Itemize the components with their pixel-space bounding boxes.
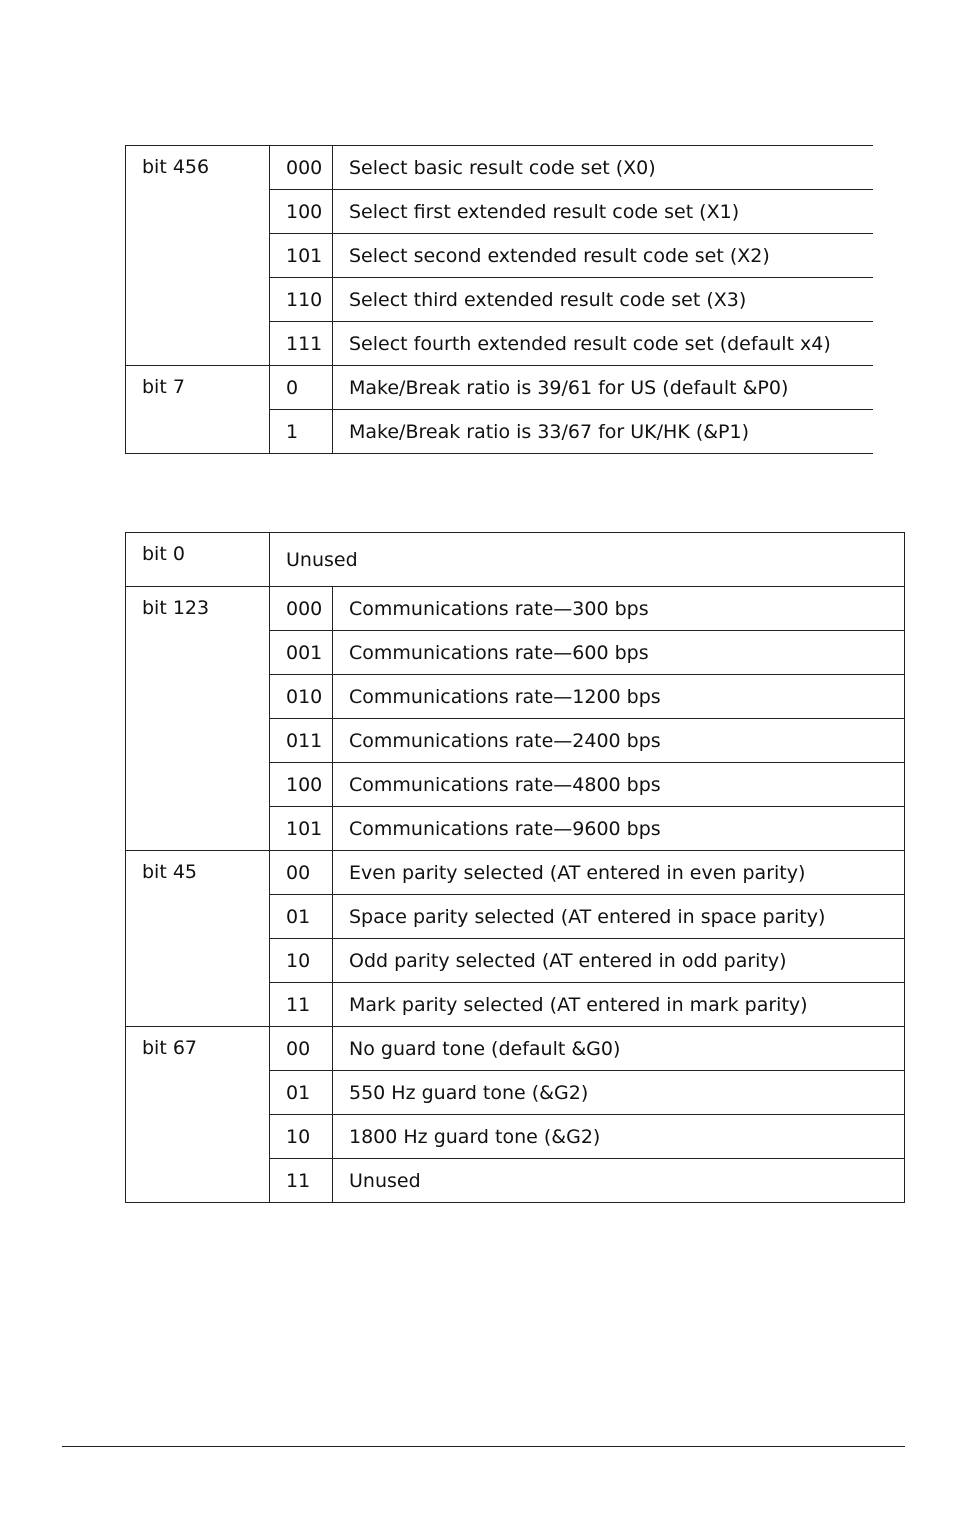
bit-description: Communications rate—9600 bps: [333, 807, 905, 851]
bit-description: Mark parity selected (AT entered in mark parity): [333, 983, 905, 1027]
bit-description: Select third extended result code set (X3): [333, 278, 874, 322]
table-row: [126, 146, 874, 190]
bit-value: 01: [270, 895, 333, 939]
bit-description: 1800 Hz guard tone (&G2): [333, 1115, 905, 1159]
bit-field-label: bit 0: [126, 533, 270, 587]
bit-value: 11: [270, 1159, 333, 1203]
bit-description: Select second extended result code set (X2): [333, 234, 874, 278]
bit-value: 01: [270, 1071, 333, 1115]
bit-description: Unused: [270, 533, 905, 587]
bit-description: Make/Break ratio is 39/61 for US (default &P0): [333, 366, 874, 410]
bit-description: 550 Hz guard tone (&G2): [333, 1071, 905, 1115]
communications-register-table: [125, 532, 905, 1203]
bit-value: 000: [270, 146, 333, 190]
bit-description: Space parity selected (AT entered in space parity): [333, 895, 905, 939]
bit-description: Communications rate—600 bps: [333, 631, 905, 675]
bit-description: Select basic result code set (X0): [333, 146, 874, 190]
bit-description: Make/Break ratio is 33/67 for UK/HK (&P1): [333, 410, 874, 454]
result-code-register-table: [125, 145, 873, 454]
bit-value: 11: [270, 983, 333, 1027]
bit-description: Select fourth extended result code set (default x4): [333, 322, 874, 366]
bit-field-label: bit 123: [126, 587, 270, 851]
bit-value: 000: [270, 587, 333, 631]
bit-description: Even parity selected (AT entered in even parity): [333, 851, 905, 895]
bit-description: Unused: [333, 1159, 905, 1203]
bit-value: 101: [270, 234, 333, 278]
bit-value: 011: [270, 719, 333, 763]
bit-value: 00: [270, 1027, 333, 1071]
bit-value: 00: [270, 851, 333, 895]
bit-description: Odd parity selected (AT entered in odd parity): [333, 939, 905, 983]
footer-rule: [62, 1446, 905, 1447]
table-row: [126, 851, 905, 895]
bit-description: Select first extended result code set (X1): [333, 190, 874, 234]
bit-field-label: bit 456: [126, 146, 270, 366]
bit-value: 100: [270, 190, 333, 234]
bit-description: Communications rate—2400 bps: [333, 719, 905, 763]
bit-value: 010: [270, 675, 333, 719]
bit-value: 100: [270, 763, 333, 807]
bit-value: 1: [270, 410, 333, 454]
bit-value: 101: [270, 807, 333, 851]
bit-value: 001: [270, 631, 333, 675]
bit-description: Communications rate—300 bps: [333, 587, 905, 631]
bit-value: 10: [270, 939, 333, 983]
bit-description: Communications rate—4800 bps: [333, 763, 905, 807]
bit-description: Communications rate—1200 bps: [333, 675, 905, 719]
table-row: [126, 587, 905, 631]
bit-value: 10: [270, 1115, 333, 1159]
bit-value: 0: [270, 366, 333, 410]
bit-value: 110: [270, 278, 333, 322]
table-row: [126, 1027, 905, 1071]
bit-field-label: bit 67: [126, 1027, 270, 1203]
bit-value: 111: [270, 322, 333, 366]
table-row: [126, 533, 905, 587]
table-row: [126, 366, 874, 410]
bit-field-label: bit 7: [126, 366, 270, 454]
bit-description: No guard tone (default &G0): [333, 1027, 905, 1071]
bit-field-label: bit 45: [126, 851, 270, 1027]
